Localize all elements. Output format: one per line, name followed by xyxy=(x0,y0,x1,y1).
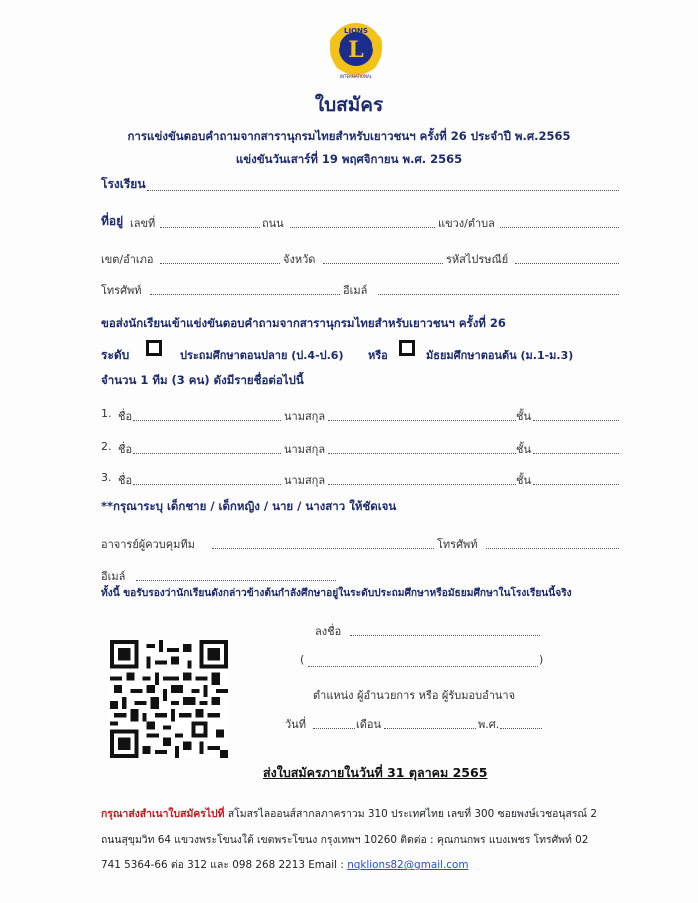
subdistrict-label: แขวง/ตำบล xyxy=(438,217,495,230)
signature-field[interactable] xyxy=(350,635,540,636)
secondary-level-checkbox[interactable] xyxy=(399,340,415,356)
logo-text: LIONS xyxy=(344,27,368,35)
printed-name-field[interactable] xyxy=(308,666,538,667)
subtitle-1: การแข่งขันตอบคำถามจากสารานุกรมไทยสำหรับเยาวชนฯ ครั้งที่ 26 ประจำปี พ.ศ.2565 xyxy=(127,129,571,143)
district-field[interactable] xyxy=(160,263,280,264)
student-grade-field[interactable] xyxy=(533,484,619,485)
month-label: เดือน xyxy=(356,718,382,731)
postcode-field[interactable] xyxy=(515,263,619,264)
road-field[interactable] xyxy=(290,227,435,228)
student-name-field[interactable] xyxy=(133,484,281,485)
student-num: 2. xyxy=(101,440,112,453)
footer-line-2: ถนนสุขุมวิท 64 แขวงพระโขนงใต้ เขตพระโขนง กรุงเทพฯ 10260 ติดต่อ : คุณกนกพร แบงเพชร โทรศัพท์ 02 xyxy=(101,834,589,846)
position-label: ตำแหน่ง ผู้อำนวยการ หรือ ผู้รับมอบอำนาจ xyxy=(313,689,516,702)
phone-label: โทรศัพท์ xyxy=(101,284,142,297)
paren-open: ( xyxy=(300,653,305,666)
teacher-phone-field[interactable] xyxy=(486,548,619,549)
secondary-level-label: มัธยมศึกษาตอนต้น (ม.1-ม.3) xyxy=(426,349,574,362)
student-grade-field[interactable] xyxy=(533,453,619,454)
date-label: วันที่ xyxy=(285,718,306,731)
district-label: เขต/อำเภอ xyxy=(101,253,154,266)
logo-subtext: INTERNATIONAL xyxy=(339,74,373,79)
teacher-label: อาจารย์ผู้ควบคุมทีม xyxy=(101,538,195,551)
year-label: พ.ศ. xyxy=(478,718,500,731)
teacher-phone-label: โทรศัพท์ xyxy=(437,538,478,551)
subtitle-2: แข่งขันวันเสาร์ที่ 19 พฤศจิกายน พ.ศ. 2565 xyxy=(235,152,463,166)
student-surname-label: นามสกุล xyxy=(284,474,326,487)
teacher-field[interactable] xyxy=(212,548,434,549)
request-text: ขอส่งนักเรียนเข้าแข่งขันตอบคำถามจากสารานุกรมไทยสำหรับเยาวชนฯ ครั้งที่ 26 xyxy=(101,316,506,330)
svg-text:L: L xyxy=(348,37,364,63)
student-name-label: ชื่อ xyxy=(118,410,133,423)
student-surname-label: นามสกุล xyxy=(284,410,326,423)
email-label: อีเมล์ xyxy=(343,284,368,297)
level-label: ระดับ xyxy=(101,348,130,362)
phone-field[interactable] xyxy=(150,294,340,295)
student-name-label: ชื่อ xyxy=(118,443,133,456)
school-field[interactable] xyxy=(147,190,619,191)
student-name-label: ชื่อ xyxy=(118,474,133,487)
address-label: ที่อยู่ xyxy=(101,214,124,228)
footer-line-3 xyxy=(101,856,469,873)
page-title: ใบสมัคร xyxy=(314,94,384,116)
student-name-field[interactable] xyxy=(133,420,281,421)
student-grade-field[interactable] xyxy=(533,420,619,421)
footer-contact: 741 5364-66 ต่อ 312 และ 098 268 2213 Email : xyxy=(101,859,344,871)
teacher-email-field[interactable] xyxy=(136,580,336,581)
student-num: 1. xyxy=(101,407,112,420)
school-label: โรงเรียน xyxy=(101,177,146,191)
email-field[interactable] xyxy=(378,294,619,295)
qr-code[interactable] xyxy=(110,640,228,758)
student-grade-label: ชั้น xyxy=(516,474,531,487)
province-label: จังหวัด xyxy=(283,253,316,266)
year-field[interactable] xyxy=(500,728,542,729)
road-label: ถนน xyxy=(262,217,284,230)
postcode-label: รหัสไปรษณีย์ xyxy=(446,253,509,266)
student-surname-label: นามสกุล xyxy=(284,443,326,456)
subdistrict-field[interactable] xyxy=(500,227,619,228)
deadline-text: ส่งใบสมัครภายในวันที่ 31 ตุลาคม 2565 xyxy=(263,765,488,780)
province-field[interactable] xyxy=(323,263,443,264)
certification-text: ทั้งนี้ ขอรับรองว่านักเรียนดังกล่าวข้างต้นกำลังศึกษาอยู่ในระดับประถมศึกษาหรือมัธยมศึกษาในโรงเรียนนี้จริง xyxy=(101,588,572,599)
month-field[interactable] xyxy=(384,728,476,729)
team-text: จำนวน 1 ทีม (3 คน) ดังมีรายชื่อต่อไปนี้ xyxy=(101,373,304,387)
footer-address-1: สโมสรไลออนส์สากลภาคราวม 310 ประเทศไทย เลขที่ 300 ซอยพงษ์เวชอนุสรณ์ 2 xyxy=(227,808,597,820)
student-surname-field[interactable] xyxy=(328,484,516,485)
house-no-field[interactable] xyxy=(160,227,260,228)
footer-lead: กรุณาส่งสำเนาใบสมัครไปที่ xyxy=(101,808,225,820)
primary-level-label: ประถมศึกษาตอนปลาย (ป.4-ป.6) xyxy=(180,349,344,362)
or-label: หรือ xyxy=(368,349,388,362)
student-grade-label: ชั้น xyxy=(516,443,531,456)
primary-level-checkbox[interactable] xyxy=(146,340,162,356)
day-field[interactable] xyxy=(313,728,355,729)
email-link[interactable]: nqklions82@gmail.com xyxy=(347,859,469,871)
paren-close: ) xyxy=(539,653,544,666)
student-name-field[interactable] xyxy=(133,453,281,454)
teacher-email-label: อีเมล์ xyxy=(101,570,126,583)
footer-line-1 xyxy=(101,805,597,822)
student-surname-field[interactable] xyxy=(328,453,516,454)
sign-label: ลงชื่อ xyxy=(315,625,342,638)
house-no-label: เลขที่ xyxy=(130,217,156,230)
title-note: **กรุณาระบุ เด็กชาย / เด็กหญิง / นาย / นางสาว ให้ชัดเจน xyxy=(101,499,397,513)
student-grade-label: ชั้น xyxy=(516,410,531,423)
student-num: 3. xyxy=(101,471,112,484)
student-surname-field[interactable] xyxy=(328,420,516,421)
